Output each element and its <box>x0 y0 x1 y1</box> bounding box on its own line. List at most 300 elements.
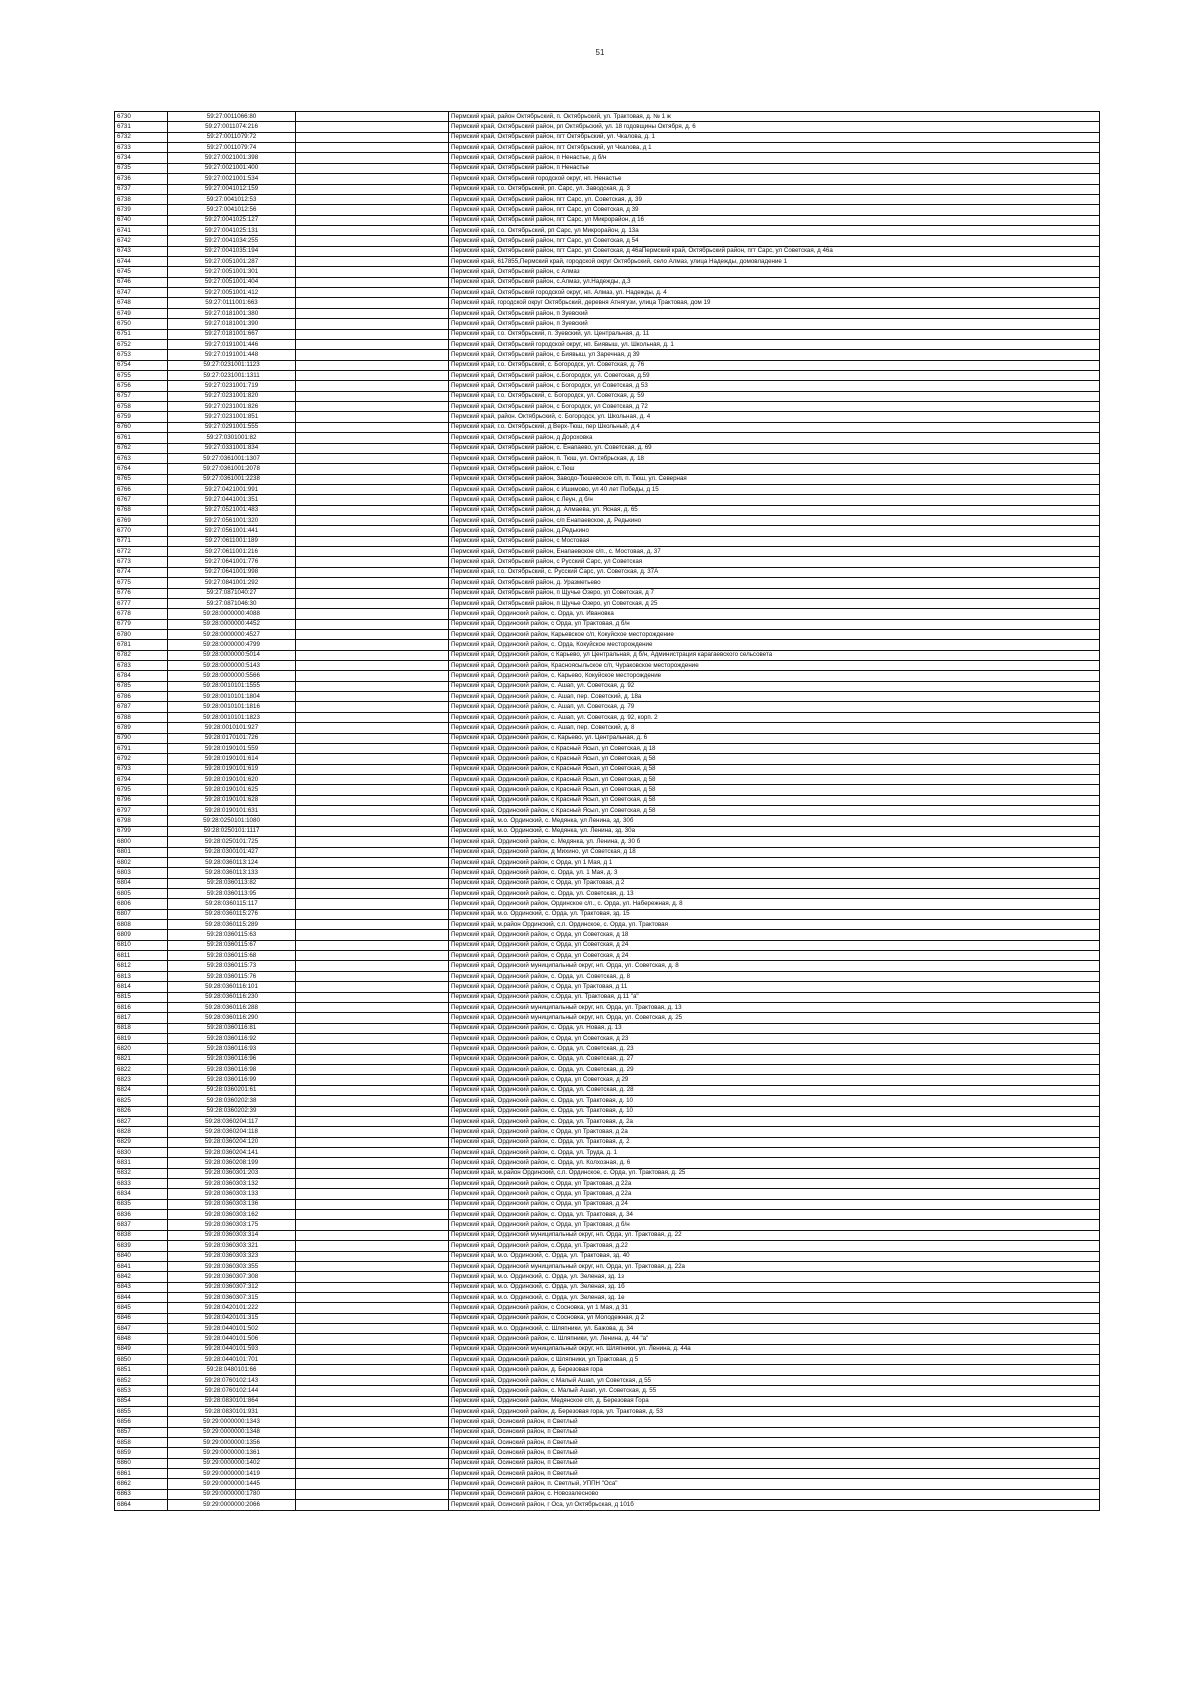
empty-cell <box>296 205 449 215</box>
empty-cell <box>296 319 449 329</box>
cadastral-number-cell: 59:28:0010101:1555 <box>168 681 296 691</box>
cadastral-number-cell: 59:28:0360116:230 <box>168 992 296 1002</box>
address-cell: Пермский край, Октябрьский район, с Богородск, ул Советская, д 53 <box>449 381 1100 391</box>
cadastral-number-cell: 59:27:0231001:1311 <box>168 370 296 380</box>
empty-cell <box>296 1179 449 1189</box>
table-row <box>115 298 1100 308</box>
row-number-cell: 6863 <box>115 1489 168 1499</box>
cadastral-number-cell: 59:28:0440101:506 <box>168 1334 296 1344</box>
table-row <box>115 1334 1100 1344</box>
table-row <box>115 474 1100 484</box>
address-cell: Пермский край, Ординский район, с. Ашап, пер. Советский, д. 18а <box>449 692 1100 702</box>
table-row <box>115 671 1100 681</box>
row-number-cell: 6793 <box>115 764 168 774</box>
empty-cell <box>296 288 449 298</box>
table-row <box>115 1065 1100 1075</box>
row-number-cell: 6740 <box>115 215 168 225</box>
address-cell: Пермский край, Ординский муниципальный округ, нп. Орда, ул. Трактовая, д. 22а <box>449 1261 1100 1271</box>
table-row <box>115 1085 1100 1095</box>
empty-cell <box>296 857 449 867</box>
table-row <box>115 1272 1100 1282</box>
empty-cell <box>296 277 449 287</box>
empty-cell <box>296 1469 449 1479</box>
empty-cell <box>296 526 449 536</box>
address-cell: Пермский край, Ординский район, с. Орда, ул. Новая, д. 13 <box>449 1023 1100 1033</box>
empty-cell <box>296 464 449 474</box>
address-cell: Пермский край, Октябрьский район, с Биявыш, ул Заречная, д 39 <box>449 350 1100 360</box>
row-number-cell: 6771 <box>115 536 168 546</box>
cadastral-number-cell: 59:28:0360116:288 <box>168 1002 296 1012</box>
empty-cell <box>296 743 449 753</box>
row-number-cell: 6844 <box>115 1292 168 1302</box>
row-number-cell: 6734 <box>115 153 168 163</box>
cadastral-number-cell: 59:27:0361001:2078 <box>168 464 296 474</box>
row-number-cell: 6812 <box>115 961 168 971</box>
table-row <box>115 899 1100 909</box>
address-cell: Пермский край, Октябрьский район, Енапаевское с/п., с. Мостовая, д. 37 <box>449 547 1100 557</box>
address-cell: Пермский край, Ординский муниципальный округ, нп. Орда, ул. Трактовая, д. 13 <box>449 1002 1100 1012</box>
empty-cell <box>296 1065 449 1075</box>
cadastral-number-cell: 59:29:0000000:1419 <box>168 1469 296 1479</box>
cadastral-number-cell: 59:28:0360115:63 <box>168 930 296 940</box>
empty-cell <box>296 1282 449 1292</box>
cadastral-number-cell: 59:28:0010101:1804 <box>168 692 296 702</box>
cadastral-number-cell: 59:29:0000000:1445 <box>168 1479 296 1489</box>
table-row <box>115 464 1100 474</box>
row-number-cell: 6732 <box>115 132 168 142</box>
address-cell: Пермский край, Ординский район, с. Орда, ул. Трактовая, д. 10 <box>449 1106 1100 1116</box>
cadastral-number-cell: 59:28:0360115:68 <box>168 951 296 961</box>
table-row <box>115 1137 1100 1147</box>
row-number-cell: 6745 <box>115 267 168 277</box>
empty-cell <box>296 474 449 484</box>
empty-cell <box>296 640 449 650</box>
table-row <box>115 1438 1100 1448</box>
address-cell: Пермский край, Ординский район, с. Орда, ул. Ивановка <box>449 609 1100 619</box>
table-row <box>115 433 1100 443</box>
table-row <box>115 143 1100 153</box>
row-number-cell: 6849 <box>115 1344 168 1354</box>
cadastral-number-cell: 59:27:0051001:412 <box>168 288 296 298</box>
empty-cell <box>296 1168 449 1178</box>
empty-cell <box>296 1220 449 1230</box>
table-row <box>115 1210 1100 1220</box>
table-row <box>115 163 1100 173</box>
cadastral-number-cell: 59:28:0360115:67 <box>168 940 296 950</box>
table-row <box>115 443 1100 453</box>
table-row <box>115 267 1100 277</box>
address-cell: Пермский край, Ординский район, с. Ашап, ул. Советская, д. 92, корп. 2 <box>449 712 1100 722</box>
table-row <box>115 1406 1100 1416</box>
empty-cell <box>296 609 449 619</box>
row-number-cell: 6736 <box>115 174 168 184</box>
address-cell: Пермский край, Ординский район, с Орда, ул Трактовая, д 2 <box>449 878 1100 888</box>
empty-cell <box>296 339 449 349</box>
row-number-cell: 6752 <box>115 339 168 349</box>
property-table <box>114 111 1100 1511</box>
row-number-cell: 6753 <box>115 350 168 360</box>
cadastral-number-cell: 59:28:0360303:133 <box>168 1189 296 1199</box>
address-cell: Пермский край, Октябрьский район, с. Енапаево, ул. Советская, д. 69 <box>449 443 1100 453</box>
empty-cell <box>296 215 449 225</box>
row-number-cell: 6788 <box>115 712 168 722</box>
cadastral-number-cell: 59:28:0000000:5143 <box>168 661 296 671</box>
address-cell: Пермский край, Ординский район, с Орда, ул Советская, д 24 <box>449 951 1100 961</box>
row-number-cell: 6857 <box>115 1427 168 1437</box>
empty-cell <box>296 1158 449 1168</box>
page-number: 51 <box>595 48 605 57</box>
address-cell: Пермский край, Октябрьский район, с.Тюш <box>449 464 1100 474</box>
empty-cell <box>296 692 449 702</box>
table-row <box>115 1375 1100 1385</box>
empty-cell <box>296 1500 449 1510</box>
cadastral-number-cell: 59:28:0830101:931 <box>168 1406 296 1416</box>
empty-cell <box>296 184 449 194</box>
row-number-cell: 6799 <box>115 826 168 836</box>
address-cell: Пермский край, Ординский район, с Шляпники, ул Трактовая, д 5 <box>449 1355 1100 1365</box>
empty-cell <box>296 1075 449 1085</box>
empty-cell <box>296 267 449 277</box>
row-number-cell: 6735 <box>115 163 168 173</box>
row-number-cell: 6747 <box>115 288 168 298</box>
row-number-cell: 6853 <box>115 1386 168 1396</box>
cadastral-number-cell: 59:28:0360303:314 <box>168 1230 296 1240</box>
cadastral-number-cell: 59:28:0360303:136 <box>168 1199 296 1209</box>
table-row <box>115 236 1100 246</box>
table-row <box>115 536 1100 546</box>
table-row <box>115 712 1100 722</box>
table-row <box>115 370 1100 380</box>
table-row <box>115 1106 1100 1116</box>
empty-cell <box>296 236 449 246</box>
cadastral-number-cell: 59:28:0010101:927 <box>168 723 296 733</box>
table-row <box>115 795 1100 805</box>
cadastral-number-cell: 59:28:0360116:92 <box>168 1033 296 1043</box>
table-row <box>115 1075 1100 1085</box>
empty-cell <box>296 1251 449 1261</box>
empty-cell <box>296 174 449 184</box>
table-row <box>115 1054 1100 1064</box>
address-cell: Пермский край, Октябрьский район, с.Алмаз, ул.Надежды, д.3 <box>449 277 1100 287</box>
row-number-cell: 6768 <box>115 505 168 515</box>
row-number-cell: 6805 <box>115 888 168 898</box>
table-row <box>115 516 1100 526</box>
cadastral-number-cell: 59:28:0360115:76 <box>168 971 296 981</box>
address-cell: Пермский край, г.о. Октябрьский, рп. Сарс, ул. Заводская, д. 3 <box>449 184 1100 194</box>
cadastral-number-cell: 59:29:0000000:1402 <box>168 1458 296 1468</box>
table-row <box>115 495 1100 505</box>
empty-cell <box>296 153 449 163</box>
empty-cell <box>296 163 449 173</box>
cadastral-number-cell: 59:28:0480101:66 <box>168 1365 296 1375</box>
table-row <box>115 484 1100 494</box>
cadastral-number-cell: 59:27:0291001:555 <box>168 422 296 432</box>
table-row <box>115 1292 1100 1302</box>
address-cell: Пермский край, Октябрьский район, Заводо-Тюшевское с/п, п. Тюш, ул. Северная <box>449 474 1100 484</box>
cadastral-number-cell: 59:27:0021001:534 <box>168 174 296 184</box>
row-number-cell: 6792 <box>115 754 168 764</box>
address-cell: Пермский край, Октябрьский район, пгт Сарс, ул Советская, д 39 <box>449 205 1100 215</box>
row-number-cell: 6846 <box>115 1313 168 1323</box>
table-row <box>115 122 1100 132</box>
row-number-cell: 6829 <box>115 1137 168 1147</box>
address-cell: Пермский край, Октябрьский район, д. Алмаева, ул. Ясная, д. 65 <box>449 505 1100 515</box>
empty-cell <box>296 298 449 308</box>
empty-cell <box>296 775 449 785</box>
address-cell: Пермский край, Октябрьский район, пгт Октябрьский, ул Чкалова, д 1 <box>449 143 1100 153</box>
cadastral-number-cell: 59:27:0611001:189 <box>168 536 296 546</box>
address-cell: Пермский край, Октябрьский район, с.Богородск, ул. Советская, д.59 <box>449 370 1100 380</box>
table-row <box>115 1282 1100 1292</box>
table-row <box>115 205 1100 215</box>
cadastral-number-cell: 59:28:0360115:276 <box>168 909 296 919</box>
row-number-cell: 6789 <box>115 723 168 733</box>
table-row <box>115 826 1100 836</box>
cadastral-number-cell: 59:28:0360301:203 <box>168 1168 296 1178</box>
row-number-cell: 6820 <box>115 1044 168 1054</box>
row-number-cell: 6731 <box>115 122 168 132</box>
table-row <box>115 246 1100 256</box>
row-number-cell: 6742 <box>115 236 168 246</box>
empty-cell <box>296 484 449 494</box>
address-cell: Пермский край, Ординский район, с. Ашап, ул. Советская, д. 92 <box>449 681 1100 691</box>
empty-cell <box>296 1054 449 1064</box>
cadastral-number-cell: 59:27:0231001:820 <box>168 391 296 401</box>
address-cell: Пермский край, Ординский район, с Сосновка, ул Молодежная, д 2 <box>449 1313 1100 1323</box>
row-number-cell: 6748 <box>115 298 168 308</box>
address-cell: Пермский край, Октябрьский район, с Мостовая <box>449 536 1100 546</box>
address-cell: Пермский край, Ординский район, Карьевское с/п, Кокуйское месторождение <box>449 629 1100 639</box>
table-body <box>115 112 1100 1511</box>
table-row <box>115 1500 1100 1510</box>
table-row <box>115 868 1100 878</box>
row-number-cell: 6822 <box>115 1065 168 1075</box>
table-row <box>115 920 1100 930</box>
cadastral-number-cell: 59:28:0360204:117 <box>168 1116 296 1126</box>
row-number-cell: 6810 <box>115 940 168 950</box>
empty-cell <box>296 1479 449 1489</box>
row-number-cell: 6796 <box>115 795 168 805</box>
row-number-cell: 6828 <box>115 1127 168 1137</box>
table-row <box>115 785 1100 795</box>
address-cell: Пермский край, Октябрьский район, с Богородск, ул Советская, д 72 <box>449 402 1100 412</box>
cadastral-number-cell: 59:27:0041012:159 <box>168 184 296 194</box>
row-number-cell: 6765 <box>115 474 168 484</box>
row-number-cell: 6841 <box>115 1261 168 1271</box>
row-number-cell: 6824 <box>115 1085 168 1095</box>
empty-cell <box>296 1147 449 1157</box>
table-row <box>115 1127 1100 1137</box>
cadastral-number-cell: 59:28:0760102:143 <box>168 1375 296 1385</box>
empty-cell <box>296 971 449 981</box>
table-row <box>115 1344 1100 1354</box>
cadastral-number-cell: 59:27:0181001:667 <box>168 329 296 339</box>
table-row <box>115 1386 1100 1396</box>
cadastral-number-cell: 59:28:0360303:355 <box>168 1261 296 1271</box>
address-cell: Пермский край, Осинский район, с. Новозалесново <box>449 1489 1100 1499</box>
table-row <box>115 350 1100 360</box>
cadastral-number-cell: 59:27:0051001:301 <box>168 267 296 277</box>
cadastral-number-cell: 59:29:0000000:1356 <box>168 1438 296 1448</box>
empty-cell <box>296 350 449 360</box>
table-row <box>115 194 1100 204</box>
cadastral-number-cell: 59:28:0190101:614 <box>168 754 296 764</box>
address-cell: Пермский край, Ординский район, с Орда, ул Советская, д 29 <box>449 1075 1100 1085</box>
table-row <box>115 257 1100 267</box>
address-cell: Пермский край, Ординский район, с Орда, ул Трактовая, д б/н <box>449 1220 1100 1230</box>
address-cell: Пермский край, Октябрьский городской округ, нп. Алмаз, ул. Надежды, д. 4 <box>449 288 1100 298</box>
address-cell: Пермский край, Ординский район, с Красный Ясыл, ул Советская, д 58 <box>449 754 1100 764</box>
cadastral-number-cell: 59:28:0360113:133 <box>168 868 296 878</box>
table-row <box>115 288 1100 298</box>
row-number-cell: 6802 <box>115 857 168 867</box>
table-row <box>115 547 1100 557</box>
address-cell: Пермский край, Осинский район, п Светлый <box>449 1438 1100 1448</box>
table-row <box>115 754 1100 764</box>
cadastral-number-cell: 59:27:0181001:390 <box>168 319 296 329</box>
address-cell: Пермский край, Ординский район, с Карьево, ул Центральная, д б/н, Администрация карагаевского сельсовета <box>449 650 1100 660</box>
address-cell: Пермский край, Ординский район, с Орда, ул Трактовая, д 22а <box>449 1179 1100 1189</box>
table-row <box>115 1023 1100 1033</box>
table-row <box>115 308 1100 318</box>
address-cell: Пермский край, Ординский район, с.Орда, ул. Трактовая, д.11 "а" <box>449 992 1100 1002</box>
cadastral-number-cell: 59:28:0000000:4527 <box>168 629 296 639</box>
row-number-cell: 6769 <box>115 516 168 526</box>
address-cell: Пермский край, Октябрьский район, д Дороховка <box>449 433 1100 443</box>
address-cell: Пермский край, Ординский район, с. Орда, ул. Трактовая, д. 2 <box>449 1137 1100 1147</box>
row-number-cell: 6803 <box>115 868 168 878</box>
row-number-cell: 6760 <box>115 422 168 432</box>
table-row <box>115 225 1100 235</box>
cadastral-number-cell: 59:28:0190101:631 <box>168 806 296 816</box>
table-row <box>115 1044 1100 1054</box>
cadastral-number-cell: 59:28:0360204:141 <box>168 1147 296 1157</box>
empty-cell <box>296 1261 449 1271</box>
empty-cell <box>296 257 449 267</box>
cadastral-number-cell: 59:27:0231001:826 <box>168 402 296 412</box>
row-number-cell: 6864 <box>115 1500 168 1510</box>
row-number-cell: 6827 <box>115 1116 168 1126</box>
empty-cell <box>296 225 449 235</box>
table-row <box>115 847 1100 857</box>
address-cell: Пермский край, Ординский район, с Орда, ул Трактовая, д 11 <box>449 982 1100 992</box>
empty-cell <box>296 1313 449 1323</box>
table-row <box>115 816 1100 826</box>
table-row <box>115 422 1100 432</box>
cadastral-number-cell: 59:28:0760102:144 <box>168 1386 296 1396</box>
table-row <box>115 1241 1100 1251</box>
address-cell: Пермский край, Ординский район, с. Ашап, пер. Советский, д. 8 <box>449 723 1100 733</box>
empty-cell <box>296 702 449 712</box>
address-cell: Пермский край, Ординский район, с Орда, ул Трактовая, д б/н <box>449 619 1100 629</box>
empty-cell <box>296 505 449 515</box>
address-cell: Пермский край, 617855,Пермский край, городской округ Октябрьский, село Алмаз, улица Надежды, домовладение 1 <box>449 257 1100 267</box>
cadastral-number-cell: 59:28:0010101:1823 <box>168 712 296 722</box>
empty-cell <box>296 878 449 888</box>
empty-cell <box>296 308 449 318</box>
row-number-cell: 6749 <box>115 308 168 318</box>
cadastral-number-cell: 59:28:0360307:308 <box>168 1272 296 1282</box>
address-cell: Пермский край, м.район Ординский, с.п. Ординское, с. Орда, ул. Трактовая <box>449 920 1100 930</box>
empty-cell <box>296 1365 449 1375</box>
address-cell: Пермский край, район Октябрьский, п. Октябрьский, ул. Трактовая, д. № 1 ж <box>449 112 1100 122</box>
address-cell: Пермский край, Ординский муниципальный округ, нп. Орда, ул. Трактовая, д. 22 <box>449 1230 1100 1240</box>
table-row <box>115 888 1100 898</box>
empty-cell <box>296 598 449 608</box>
cadastral-number-cell: 59:27:0361001:2238 <box>168 474 296 484</box>
empty-cell <box>296 516 449 526</box>
row-number-cell: 6823 <box>115 1075 168 1085</box>
table-row <box>115 733 1100 743</box>
row-number-cell: 6807 <box>115 909 168 919</box>
table-row <box>115 1013 1100 1023</box>
table-row <box>115 1324 1100 1334</box>
cadastral-number-cell: 59:28:0360202:38 <box>168 1096 296 1106</box>
table-row <box>115 619 1100 629</box>
empty-cell <box>296 391 449 401</box>
empty-cell <box>296 888 449 898</box>
cadastral-number-cell: 59:28:0440101:593 <box>168 1344 296 1354</box>
cadastral-number-cell: 59:29:0000000:1348 <box>168 1427 296 1437</box>
cadastral-number-cell: 59:27:0611001:216 <box>168 547 296 557</box>
cadastral-number-cell: 59:28:0190101:628 <box>168 795 296 805</box>
empty-cell <box>296 1033 449 1043</box>
cadastral-number-cell: 59:28:0360116:290 <box>168 1013 296 1023</box>
row-number-cell: 6851 <box>115 1365 168 1375</box>
table-row <box>115 1479 1100 1489</box>
cadastral-number-cell: 59:28:0000000:4088 <box>168 609 296 619</box>
empty-cell <box>296 764 449 774</box>
cadastral-number-cell: 59:27:0561001:320 <box>168 516 296 526</box>
address-cell: Пермский край, Ординский район, с. Орда, ул. Советская, д. 8 <box>449 971 1100 981</box>
row-number-cell: 6845 <box>115 1303 168 1313</box>
table-row <box>115 1147 1100 1157</box>
row-number-cell: 6743 <box>115 246 168 256</box>
address-cell: Пермский край, Ординский район, с. Ашап, ул. Советская, д. 79 <box>449 702 1100 712</box>
empty-cell <box>296 1096 449 1106</box>
row-number-cell: 6786 <box>115 692 168 702</box>
table-row <box>115 775 1100 785</box>
row-number-cell: 6839 <box>115 1241 168 1251</box>
row-number-cell: 6730 <box>115 112 168 122</box>
empty-cell <box>296 1230 449 1240</box>
row-number-cell: 6779 <box>115 619 168 629</box>
address-cell: Пермский край, Ординский район, Ординское с/п., с. Орда, ул. Набережная, д. 8 <box>449 899 1100 909</box>
empty-cell <box>296 629 449 639</box>
address-cell: Пермский край, Ординский район, Медянское с/п, д. Березовая Гора <box>449 1396 1100 1406</box>
address-cell: Пермский край, Ординский район, Красноясыльское с/п, Чураковское месторождение <box>449 661 1100 671</box>
row-number-cell: 6790 <box>115 733 168 743</box>
empty-cell <box>296 1023 449 1033</box>
address-cell: Пермский край, Ординский район, с. Орда, ул. Советская, д. 28 <box>449 1085 1100 1095</box>
address-cell: Пермский край, Ординский район, с. Карьево, ул. Центральная, д. 6 <box>449 733 1100 743</box>
address-cell: Пермский край, Октябрьский район, пгт Сарс, ул Микрорайон, д 16 <box>449 215 1100 225</box>
row-number-cell: 6755 <box>115 370 168 380</box>
row-number-cell: 6813 <box>115 971 168 981</box>
cadastral-number-cell: 59:27:0841001:292 <box>168 578 296 588</box>
address-cell: Пермский край, Октябрьский район, пгт Сарс, ул Советская, д 46аПермский край, Октябрьский район, пгт Сарс, ул Советская, д 46а <box>449 246 1100 256</box>
address-cell: Пермский край, Ординский район, с Орда, ул Трактовая, д 24 <box>449 1199 1100 1209</box>
empty-cell <box>296 951 449 961</box>
table-row <box>115 940 1100 950</box>
empty-cell <box>296 671 449 681</box>
address-cell: Пермский край, Октябрьский район, п Зуевский <box>449 308 1100 318</box>
row-number-cell: 6836 <box>115 1210 168 1220</box>
row-number-cell: 6847 <box>115 1324 168 1334</box>
address-cell: Пермский край, Ординский район, с Красный Ясыл, ул Советская, д 58 <box>449 785 1100 795</box>
row-number-cell: 6733 <box>115 143 168 153</box>
row-number-cell: 6838 <box>115 1230 168 1240</box>
